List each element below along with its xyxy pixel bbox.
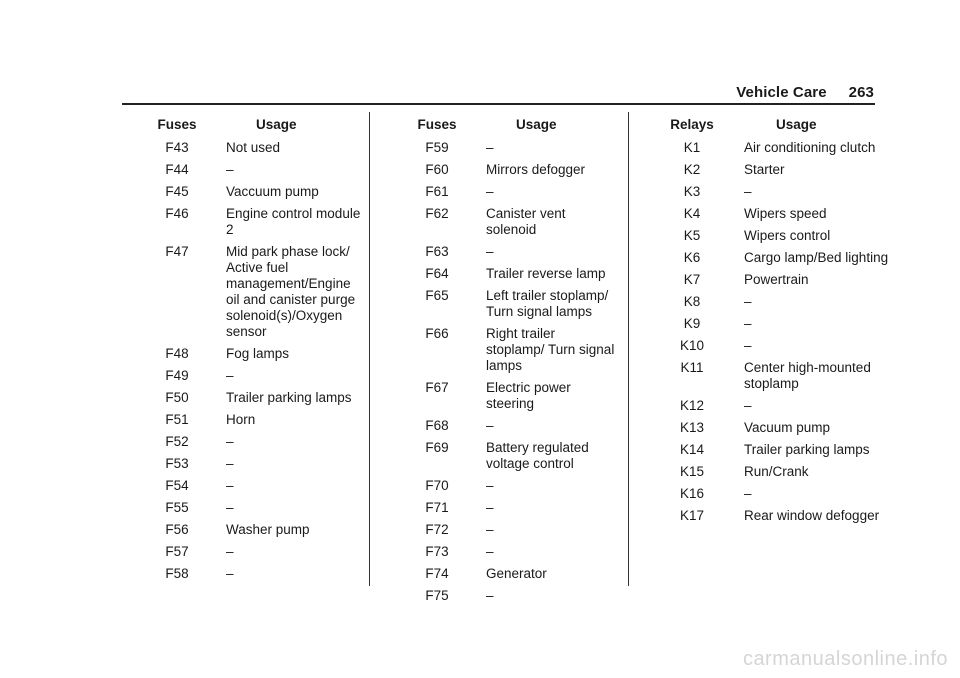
table-row bbox=[398, 544, 646, 560]
key-header: Fuses bbox=[157, 117, 197, 132]
key-header: Fuses bbox=[417, 117, 457, 132]
row-usage: – bbox=[744, 398, 752, 413]
row-id: F62 bbox=[425, 206, 449, 221]
row-usage: – bbox=[486, 522, 494, 537]
row-usage: – bbox=[226, 368, 234, 383]
row-usage: Left trailer stoplamp/ Turn signal lamps bbox=[486, 288, 609, 319]
row-usage: Powertrain bbox=[744, 272, 809, 287]
table-row bbox=[398, 140, 646, 156]
page-number: 263 bbox=[848, 84, 874, 101]
table-row bbox=[138, 522, 396, 538]
table-row bbox=[398, 440, 646, 472]
table-row bbox=[138, 368, 396, 384]
table-row bbox=[653, 162, 926, 178]
row-usage: Battery regulated voltage control bbox=[486, 440, 589, 471]
table-row bbox=[138, 346, 396, 362]
table-row bbox=[653, 272, 926, 288]
row-id: F54 bbox=[165, 478, 189, 493]
row-id: F60 bbox=[425, 162, 449, 177]
row-id: F75 bbox=[425, 588, 449, 603]
row-id: K4 bbox=[683, 206, 701, 221]
row-usage: – bbox=[486, 500, 494, 515]
row-id: K5 bbox=[683, 228, 701, 243]
row-usage: – bbox=[744, 338, 752, 353]
row-id: K17 bbox=[679, 508, 705, 523]
table-row bbox=[398, 500, 646, 516]
row-usage: Center high-mounted stoplamp bbox=[744, 360, 871, 391]
table-row bbox=[138, 162, 396, 178]
row-id: F68 bbox=[425, 418, 449, 433]
row-id: F69 bbox=[425, 440, 449, 455]
row-usage: – bbox=[226, 162, 234, 177]
row-usage: – bbox=[226, 456, 234, 471]
section-title: Vehicle Care bbox=[736, 84, 827, 101]
row-id: K1 bbox=[683, 140, 701, 155]
table-row bbox=[138, 184, 396, 200]
row-id: K7 bbox=[683, 272, 701, 287]
row-usage: Run/Crank bbox=[744, 464, 809, 479]
row-id: F63 bbox=[425, 244, 449, 259]
table-row bbox=[138, 206, 396, 238]
row-usage: Wipers speed bbox=[744, 206, 827, 221]
table-row bbox=[653, 338, 926, 354]
row-id: F57 bbox=[165, 544, 189, 559]
table-row bbox=[653, 294, 926, 310]
table-row bbox=[653, 184, 926, 200]
row-id: F58 bbox=[165, 566, 189, 581]
table-row bbox=[398, 206, 646, 238]
row-id: F56 bbox=[165, 522, 189, 537]
row-id: K13 bbox=[679, 420, 705, 435]
table-row bbox=[138, 412, 396, 428]
row-id: F66 bbox=[425, 326, 449, 341]
table-row bbox=[653, 398, 926, 414]
table-row bbox=[138, 434, 396, 450]
row-id: F53 bbox=[165, 456, 189, 471]
row-id: F61 bbox=[425, 184, 449, 199]
row-usage: – bbox=[486, 588, 494, 603]
row-id: F73 bbox=[425, 544, 449, 559]
table-row bbox=[138, 544, 396, 560]
table-row bbox=[138, 390, 396, 406]
header-rule bbox=[122, 103, 875, 105]
table-header bbox=[138, 117, 396, 133]
row-id: F47 bbox=[165, 244, 189, 259]
row-usage: – bbox=[744, 316, 752, 331]
row-usage: – bbox=[226, 544, 234, 559]
table-row bbox=[653, 464, 926, 480]
row-usage: Wipers control bbox=[744, 228, 831, 243]
row-id: F49 bbox=[165, 368, 189, 383]
usage-header: Usage bbox=[256, 117, 297, 132]
table-header bbox=[653, 117, 926, 133]
table-row bbox=[398, 380, 646, 412]
row-usage: – bbox=[486, 244, 494, 259]
row-id: F70 bbox=[425, 478, 449, 493]
row-id: F71 bbox=[425, 500, 449, 515]
row-usage: – bbox=[486, 184, 494, 199]
row-usage: Fog lamps bbox=[226, 346, 290, 361]
table-row bbox=[398, 418, 646, 434]
table-row bbox=[398, 478, 646, 494]
row-usage: – bbox=[226, 500, 234, 515]
row-usage: Mirrors defogger bbox=[486, 162, 586, 177]
table-row bbox=[398, 326, 646, 374]
row-usage: Right trailer stoplamp/ Turn signal lamps bbox=[486, 326, 615, 373]
row-id: F55 bbox=[165, 500, 189, 515]
table-row bbox=[653, 420, 926, 436]
table-header bbox=[398, 117, 646, 133]
row-id: K15 bbox=[679, 464, 705, 479]
row-usage: Air conditioning clutch bbox=[744, 140, 876, 155]
row-id: F52 bbox=[165, 434, 189, 449]
row-usage: Generator bbox=[486, 566, 547, 581]
table-row bbox=[398, 288, 646, 320]
table-row bbox=[398, 244, 646, 260]
usage-header: Usage bbox=[776, 117, 817, 132]
table-row bbox=[138, 500, 396, 516]
table-row bbox=[398, 184, 646, 200]
key-header: Relays bbox=[670, 117, 714, 132]
usage-header: Usage bbox=[516, 117, 557, 132]
table-row bbox=[653, 360, 926, 392]
row-id: F50 bbox=[165, 390, 189, 405]
row-id: F64 bbox=[425, 266, 449, 281]
row-usage: Not used bbox=[226, 140, 281, 155]
relay-table bbox=[653, 117, 926, 530]
table-row bbox=[653, 486, 926, 502]
row-usage: Vacuum pump bbox=[744, 420, 831, 435]
table-row bbox=[653, 316, 926, 332]
row-usage: Starter bbox=[744, 162, 785, 177]
row-usage: – bbox=[744, 294, 752, 309]
row-id: K9 bbox=[683, 316, 701, 331]
row-id: F67 bbox=[425, 380, 449, 395]
table-row bbox=[653, 508, 926, 524]
row-id: F72 bbox=[425, 522, 449, 537]
fuse-table-1 bbox=[138, 117, 396, 588]
row-usage: – bbox=[486, 140, 494, 155]
row-id: K10 bbox=[679, 338, 705, 353]
row-id: F59 bbox=[425, 140, 449, 155]
table-row bbox=[398, 522, 646, 538]
row-usage: Cargo lamp/Bed lighting bbox=[744, 250, 889, 265]
row-usage: Electric power steering bbox=[486, 380, 571, 411]
row-id: K8 bbox=[683, 294, 701, 309]
table-row bbox=[653, 250, 926, 266]
row-usage: – bbox=[226, 434, 234, 449]
row-usage: Engine control module 2 bbox=[226, 206, 361, 237]
row-usage: Trailer parking lamps bbox=[744, 442, 870, 457]
row-id: K16 bbox=[679, 486, 705, 501]
table-row bbox=[398, 566, 646, 582]
row-usage: – bbox=[486, 418, 494, 433]
row-id: F45 bbox=[165, 184, 189, 199]
row-usage: Trailer reverse lamp bbox=[486, 266, 606, 281]
table-row bbox=[138, 566, 396, 582]
table-row bbox=[398, 588, 646, 604]
row-usage: Rear window defogger bbox=[744, 508, 880, 523]
table-row bbox=[653, 140, 926, 156]
page-header bbox=[736, 84, 874, 101]
row-id: F46 bbox=[165, 206, 189, 221]
row-id: F65 bbox=[425, 288, 449, 303]
row-usage: Vaccuum pump bbox=[226, 184, 319, 199]
row-usage: – bbox=[226, 478, 234, 493]
row-id: K14 bbox=[679, 442, 705, 457]
table-row bbox=[138, 478, 396, 494]
table-row bbox=[138, 244, 396, 340]
row-usage: – bbox=[486, 478, 494, 493]
table-row bbox=[653, 442, 926, 458]
table-row bbox=[653, 228, 926, 244]
row-usage: – bbox=[226, 566, 234, 581]
row-usage: Mid park phase lock/ Active fuel management/Engine oil and canister purge solenoid(s)/Oxygen sensor bbox=[226, 244, 356, 339]
row-usage: Trailer parking lamps bbox=[226, 390, 352, 405]
row-id: K11 bbox=[680, 360, 704, 375]
row-usage: – bbox=[744, 486, 752, 501]
fuse-table-2 bbox=[398, 117, 646, 610]
row-usage: Canister vent solenoid bbox=[486, 206, 566, 237]
table-row bbox=[653, 206, 926, 222]
row-id: F43 bbox=[165, 140, 189, 155]
watermark: carmanualsonline.info bbox=[742, 648, 948, 670]
row-id: K6 bbox=[683, 250, 701, 265]
row-usage: – bbox=[486, 544, 494, 559]
row-id: F48 bbox=[165, 346, 189, 361]
row-id: K3 bbox=[683, 184, 701, 199]
row-id: K2 bbox=[683, 162, 701, 177]
row-usage: Horn bbox=[226, 412, 256, 427]
row-id: F51 bbox=[165, 412, 189, 427]
row-usage: Washer pump bbox=[226, 522, 310, 537]
table-row bbox=[398, 266, 646, 282]
table-row bbox=[138, 456, 396, 472]
table-row bbox=[138, 140, 396, 156]
table-row bbox=[398, 162, 646, 178]
row-id: F74 bbox=[425, 566, 449, 581]
row-id: K12 bbox=[679, 398, 705, 413]
row-usage: – bbox=[744, 184, 752, 199]
row-id: F44 bbox=[165, 162, 189, 177]
